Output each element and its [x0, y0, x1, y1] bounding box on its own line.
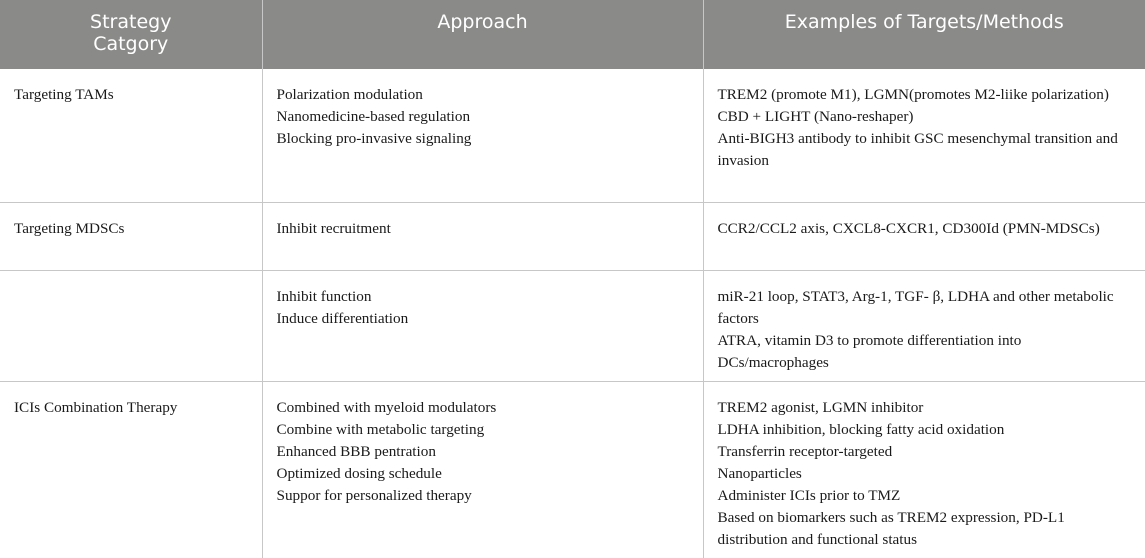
header-approach: Approach [262, 0, 703, 69]
strategy-cell [0, 270, 262, 381]
approach-cell [262, 202, 703, 270]
strategy-cell: Targeting TAMs [0, 69, 262, 202]
table-row [0, 381, 1145, 558]
approach-cell [262, 69, 703, 202]
examples-cell [703, 270, 1145, 381]
example-line: miR-21 loop, STAT3, Arg-1, TGF- β, LDHA and other metabolic factors [717, 287, 1114, 327]
examples-cell [703, 381, 1145, 558]
example-line: Administer ICIs prior to TMZ [717, 486, 901, 504]
strategy-cell: ICIs Combination Therapy [0, 381, 262, 558]
example-line: Anti-BIGH3 antibody to inhibit GSC mesenchymal transition and invasion [717, 130, 1118, 169]
table-row [0, 270, 1145, 381]
approach-line: Suppor for personalized therapy [276, 486, 472, 504]
table-row [0, 69, 1145, 202]
approach-line: Inhibit recruitment [276, 219, 391, 237]
example-line: Transferrin receptor-targeted [717, 442, 893, 460]
approach-line: Inhibit function [276, 287, 372, 305]
header-row [0, 0, 1145, 69]
example-line: Based on biomarkers such as TREM2 expression, PD-L1 distribution and functional status [717, 508, 1065, 548]
approach-line: Polarization modulation [276, 86, 423, 103]
strategy-cell: Targeting MDSCs [0, 202, 262, 270]
approach-line: Blocking pro-invasive signaling [276, 130, 472, 147]
approach-line: Combine with metabolic targeting [276, 420, 485, 438]
example-line: Nanoparticles [717, 464, 802, 482]
approach-line: Enhanced BBB pentration [276, 442, 436, 460]
approach-line: Induce differentiation [276, 309, 409, 327]
header-examples: Examples of Targets/Methods [703, 0, 1145, 69]
table-header [0, 0, 1145, 69]
example-line: CBD + LIGHT (Nano-reshaper) [717, 108, 914, 125]
approach-cell [262, 270, 703, 381]
examples-cell [703, 69, 1145, 202]
approach-line: Optimized dosing schedule [276, 464, 442, 482]
example-line: TREM2 (promote M1), LGMN(promotes M2-liike polarization) [717, 86, 1109, 103]
example-line: TREM2 agonist, LGMN inhibitor [717, 398, 924, 416]
table-row [0, 202, 1145, 270]
approach-cell [262, 381, 703, 558]
header-strategy-category: Strategy Catgory [0, 0, 262, 69]
example-line: ATRA, vitamin D3 to promote differentiation into DCs/macrophages [717, 331, 1022, 371]
example-line: CCR2/CCL2 axis, CXCL8-CXCR1, CD300Id (PMN-MDSCs) [717, 219, 1100, 237]
examples-cell [703, 202, 1145, 270]
approach-line: Combined with myeloid modulators [276, 398, 497, 416]
approach-line: Nanomedicine-based regulation [276, 108, 471, 125]
example-line: LDHA inhibition, blocking fatty acid oxidation [717, 420, 1005, 438]
